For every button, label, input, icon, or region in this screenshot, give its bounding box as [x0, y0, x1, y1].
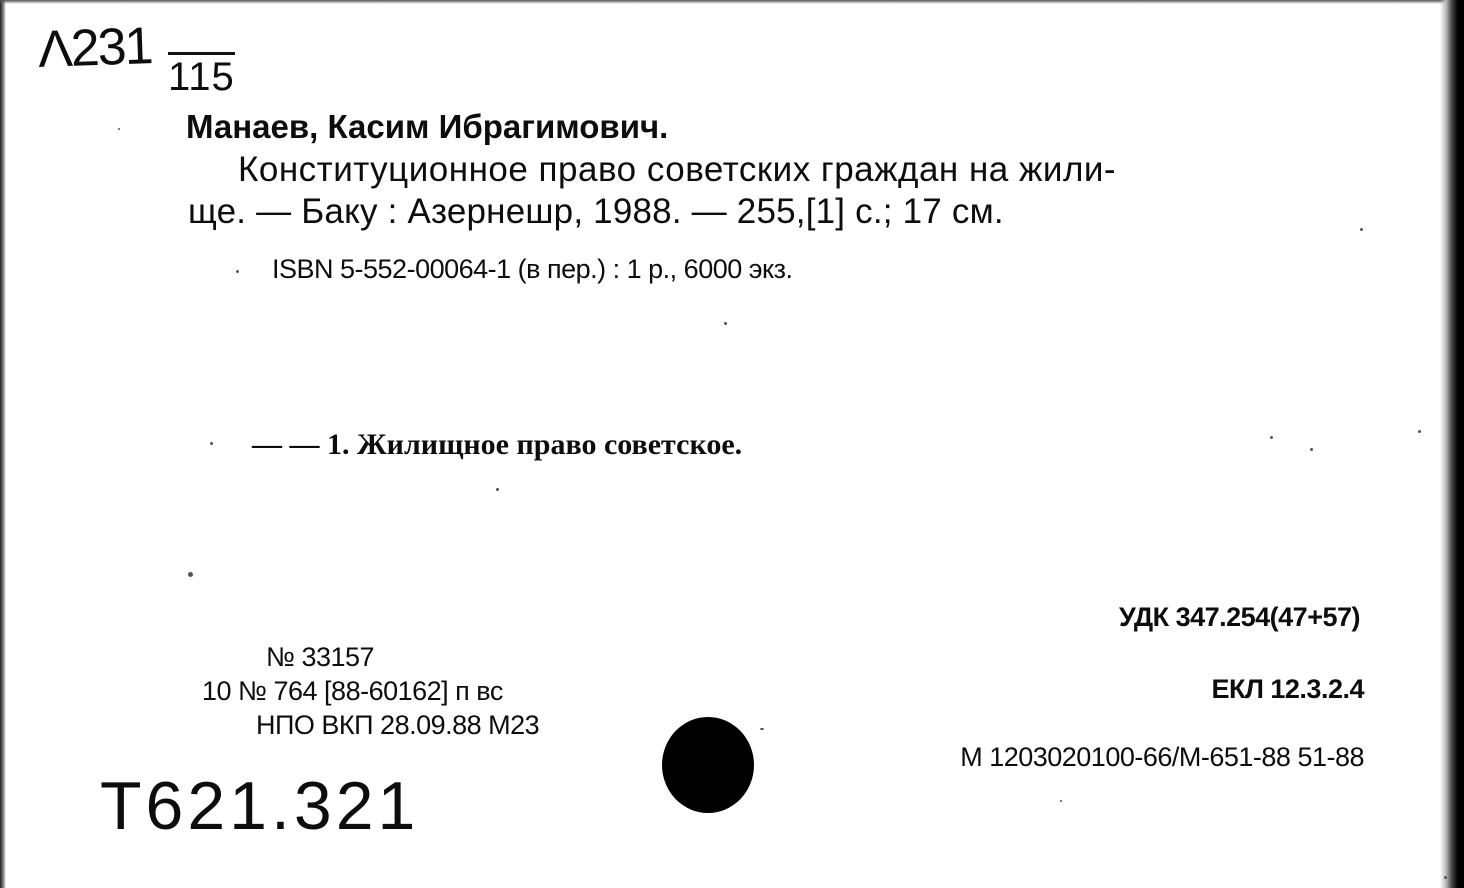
subject-heading: — — 1. Жилищное право советское. — [252, 428, 743, 461]
handwritten-fraction: 115 — [168, 52, 235, 97]
scan-speck — [118, 128, 120, 130]
scan-speck — [496, 488, 499, 491]
card-top-edge — [0, 0, 1464, 4]
scan-speck — [724, 322, 727, 325]
scan-speck — [1270, 436, 1273, 439]
ekl-code: ЕКЛ 12.3.2.4 — [1211, 674, 1364, 704]
udk-code: УДК 347.254(47+57) — [1118, 602, 1360, 632]
isbn-line: ISBN 5-552-00064-1 (в пер.) : 1 р., 6000 экз. — [272, 254, 793, 284]
catalog-code: М 1203020100-66/М-651-88 51-88 — [960, 742, 1364, 772]
scan-speck — [1418, 430, 1421, 433]
order-line: 10 № 764 [88-60162] п вс — [202, 676, 503, 706]
handwritten-shelf-number: Т621.321 — [100, 768, 420, 844]
card-right-edge — [1440, 0, 1464, 888]
scan-speck — [760, 728, 764, 730]
card-left-edge — [0, 0, 6, 888]
punch-hole-mark — [662, 717, 754, 813]
scan-speck — [236, 270, 239, 273]
publisher-line: НПО ВКП 28.09.88 М23 — [256, 710, 540, 740]
scan-speck — [1444, 876, 1447, 879]
title-line-1: Конституционное право советских граждан на жили- — [238, 150, 1117, 189]
handwritten-call-number: Λ231 — [37, 17, 153, 79]
scan-speck — [188, 572, 193, 577]
scan-speck — [1310, 448, 1313, 451]
scan-speck — [210, 442, 213, 445]
author-heading: Манаев, Касим Ибрагимович. — [186, 108, 669, 145]
record-number: № 33157 — [266, 642, 375, 672]
title-line-2: ще. — Баку : Азернешр, 1988. — 255,[1] с.; 17 см. — [188, 192, 1004, 231]
scan-speck — [1360, 228, 1363, 231]
scan-speck — [1060, 800, 1062, 802]
